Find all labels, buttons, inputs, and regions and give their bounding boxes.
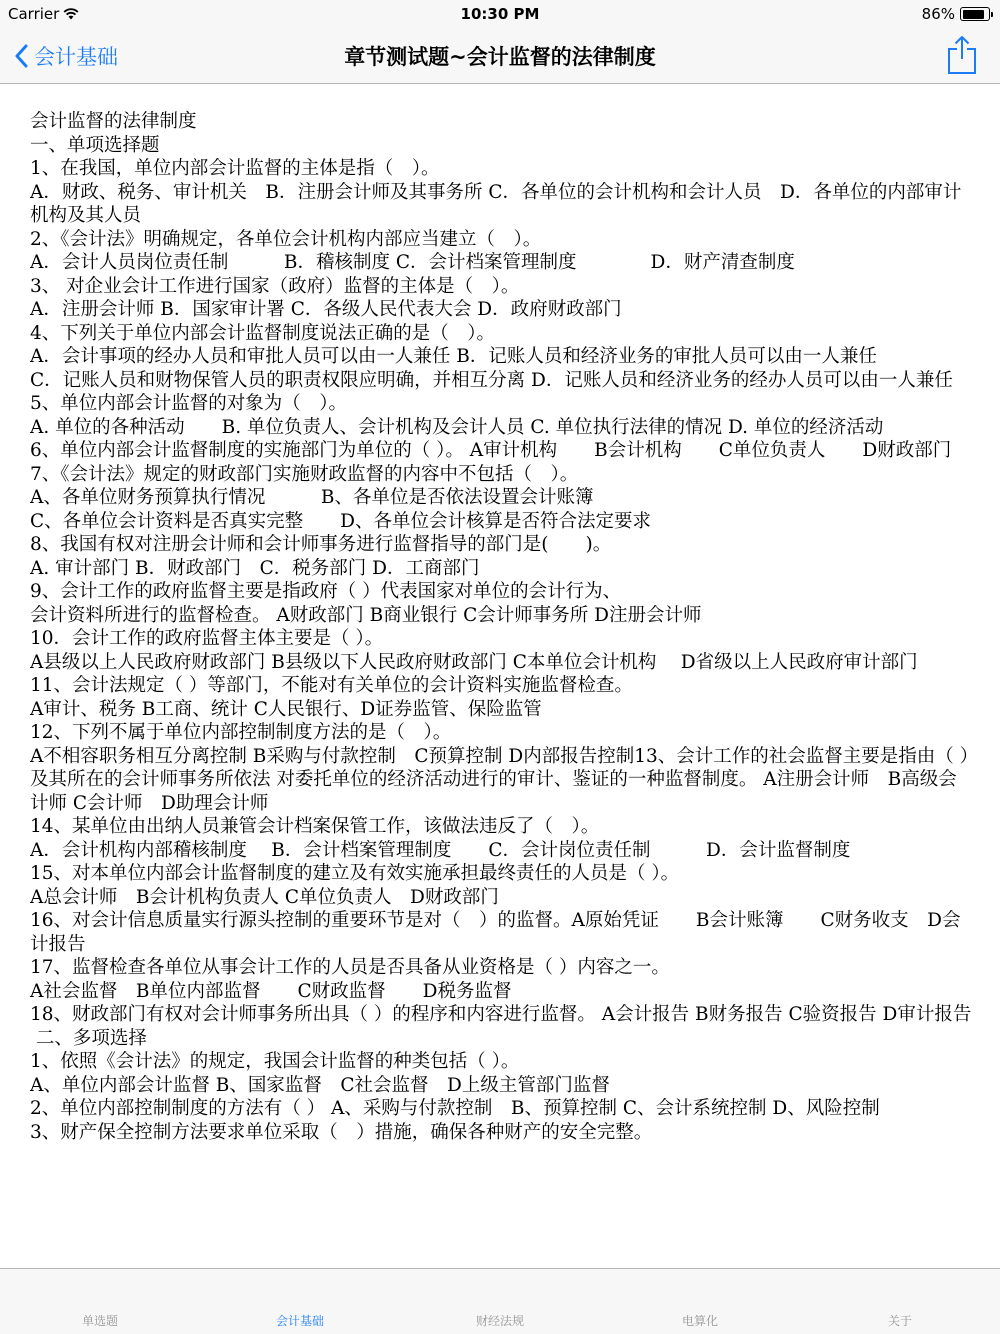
- content-line: C．记账人员和财物保管人员的职责权限应明确，并相互分离 D．记账人员和经济业务的经办人员可以由一人兼任: [30, 369, 953, 391]
- content-line: A、单位内部会计监督 B、国家监督 C社会监督 D上级主管部门监督: [30, 1074, 610, 1096]
- tab-label: 单选题: [81, 1314, 118, 1328]
- tab-about[interactable]: [800, 1269, 1000, 1334]
- clock: 10:30 PM: [460, 5, 540, 23]
- about-icon: [886, 1275, 914, 1303]
- content-line: 3、 对企业会计工作进行国家（政府）监督的主体是（ ）。: [30, 275, 520, 297]
- content-line: 会计资料所进行的监督检查。 A财政部门 B商业银行 C会计师事务所 D注册会计师: [30, 604, 702, 626]
- content-line: 1、依照《会计法》的规定，我国会计监督的种类包括（ ）。: [30, 1051, 520, 1072]
- share-icon[interactable]: [946, 35, 978, 75]
- content-line: 14、某单位由出纳人员兼管会计档案保管工作，该做法违反了（ ）。: [30, 816, 600, 837]
- content-line: 3、财产保全控制方法要求单位采取（ ）措施，确保各种财产的安全完整。: [30, 1121, 653, 1143]
- accounting-basics-icon: [286, 1275, 314, 1303]
- battery-fill: [963, 10, 985, 19]
- content-line: A．会计人员岗位责任制 B．稽核制度 C．会计档案管理制度 D．财产清查制度: [30, 252, 795, 273]
- content-line: A．会计事项的经办人员和审批人员可以由一人兼任 B．记账人员和经济业务的审批人员可以由一人兼任: [30, 346, 877, 367]
- content-line: A. 单位的各种活动 B. 单位负责人、会计机构及会计人员 C. 单位执行法律的情况 D. 单位的经济活动: [30, 416, 884, 438]
- battery-status: [922, 5, 990, 23]
- content-line: A社会监督 B单位内部监督 C财政监督 D税务监督: [30, 980, 512, 1002]
- content-line: 16、对会计信息质量实行源头控制的重要环节是对（ ）的监督。A原始凭证 B会计账簿 C财务收支 D会计报告: [30, 910, 961, 955]
- battery-percent: 86%: [921, 5, 955, 23]
- content-line: 二、多项选择: [30, 1027, 147, 1049]
- content-line: 17、监督检查各单位从事会计工作的人员是否具备从业资格是（ ）内容之一。: [30, 957, 670, 978]
- tab-accounting-basics[interactable]: [200, 1269, 400, 1334]
- content-line: 12、下列不属于单位内部控制制度方法的是（ ）。: [30, 722, 452, 743]
- content-line: 5、单位内部会计监督的对象为（ ）。: [30, 393, 348, 414]
- document-content[interactable]: [30, 110, 974, 1268]
- battery-icon: [960, 7, 990, 21]
- content-line: 一、单项选择题: [30, 134, 160, 156]
- content-line: 1、在我国，单位内部会计监督的主体是指（ ）。: [30, 158, 440, 179]
- content-line: 15、对本单位内部会计监督制度的建立及有效实施承担最终责任的人员是（ ）。: [30, 863, 680, 884]
- content-line: 4、下列关于单位内部会计监督制度说法正确的是（ ）。: [30, 322, 496, 344]
- content-line: A县级以上人民政府财政部门 B县级以下人民政府财政部门 C本单位会计机构 D省级以上人民政府审计部门: [30, 651, 918, 673]
- content-line: C、各单位会计资料是否真实完整 D、各单位会计核算是否符合法定要求: [30, 510, 651, 532]
- content-line: A．财政、税务、审计机关 B．注册会计师及其事务所 C．各单位的会计机构和会计人员 D．各单位的内部审计机构及其人员: [30, 181, 962, 226]
- carrier-label: Carrier: [8, 5, 60, 23]
- content-line: 9、会计工作的政府监督主要是指政府（ ）代表国家对单位的会计行为、: [30, 581, 622, 602]
- tab-finance-law[interactable]: [400, 1269, 600, 1334]
- content-line: 10．会计工作的政府监督主体主要是（ ）。: [30, 628, 384, 649]
- content-line: 18、财政部门有权对会计师事务所出具（ ）的程序和内容进行监督。 A会计报告 B财务报告 C验资报告 D审计报告: [30, 1004, 972, 1025]
- tab-label: 电算化: [681, 1314, 718, 1328]
- tab-single-choice[interactable]: [0, 1269, 200, 1334]
- computerization-icon: [686, 1275, 714, 1303]
- content-line: 会计监督的法律制度: [30, 111, 197, 132]
- navigation-bar: [0, 28, 1000, 84]
- tab-label: 会计基础: [275, 1314, 324, 1328]
- page-title: 章节测试题~会计监督的法律制度: [344, 45, 656, 69]
- finance-law-icon: [486, 1275, 514, 1303]
- content-line: A不相容职务相互分离控制 B采购与付款控制 C预算控制 D内部报告控制13、会计工作的社会监督主要是指由（ ）及其所在的会计师事务所依法 对委托单位的经济活动进行的审计、鉴证的一种监督制度。 A注册会计师 B高级会计师 C会计师 D助理会计师: [30, 745, 969, 814]
- tab-label: 财经法规: [475, 1314, 524, 1328]
- single-choice-icon: [86, 1275, 114, 1303]
- content-line: 2、《会计法》明确规定，各单位会计机构内部应当建立（ ）。: [30, 228, 542, 250]
- content-line: A审计、税务 B工商、统计 C人民银行、D证券监管、保险监管: [30, 698, 542, 720]
- content-line: 11、会计法规定（ ）等部门，不能对有关单位的会计资料实施监督检查。: [30, 675, 633, 696]
- content-line: 7、《会计法》规定的财政部门实施财政监督的内容中不包括（ ）。: [30, 463, 579, 485]
- content-line: 8、我国有权对注册会计师和会计师事务进行监督指导的部门是( )。: [30, 534, 612, 555]
- back-button-label: 会计基础: [34, 45, 118, 69]
- content-line: A总会计师 B会计机构负责人 C单位负责人 D财政部门: [30, 886, 499, 908]
- content-line: A. 审计部门 B．财政部门 C．税务部门 D．工商部门: [30, 557, 480, 579]
- tab-computerization[interactable]: [600, 1269, 800, 1334]
- content-line: A．注册会计师 B．国家审计署 C．各级人民代表大会 D．政府财政部门: [30, 299, 622, 320]
- status-bar: [0, 0, 1000, 28]
- tab-label: 关于: [887, 1314, 912, 1328]
- content-line: A、各单位财务预算执行情况 B、各单位是否依法设置会计账簿: [30, 487, 594, 508]
- content-line: A．会计机构内部稽核制度 B．会计档案管理制度 C．会计岗位责任制 D．会计监督制度: [30, 839, 851, 861]
- tab-bar: [0, 1268, 1000, 1334]
- content-line: 6、单位内部会计监督制度的实施部门为单位的（ ）。 A审计机构 B会计机构 C单位负责人 D财政部门: [30, 440, 952, 461]
- content-line: 2、单位内部控制制度的方法有（ ） A、采购与付款控制 B、预算控制 C、会计系统控制 D、风险控制: [30, 1098, 880, 1119]
